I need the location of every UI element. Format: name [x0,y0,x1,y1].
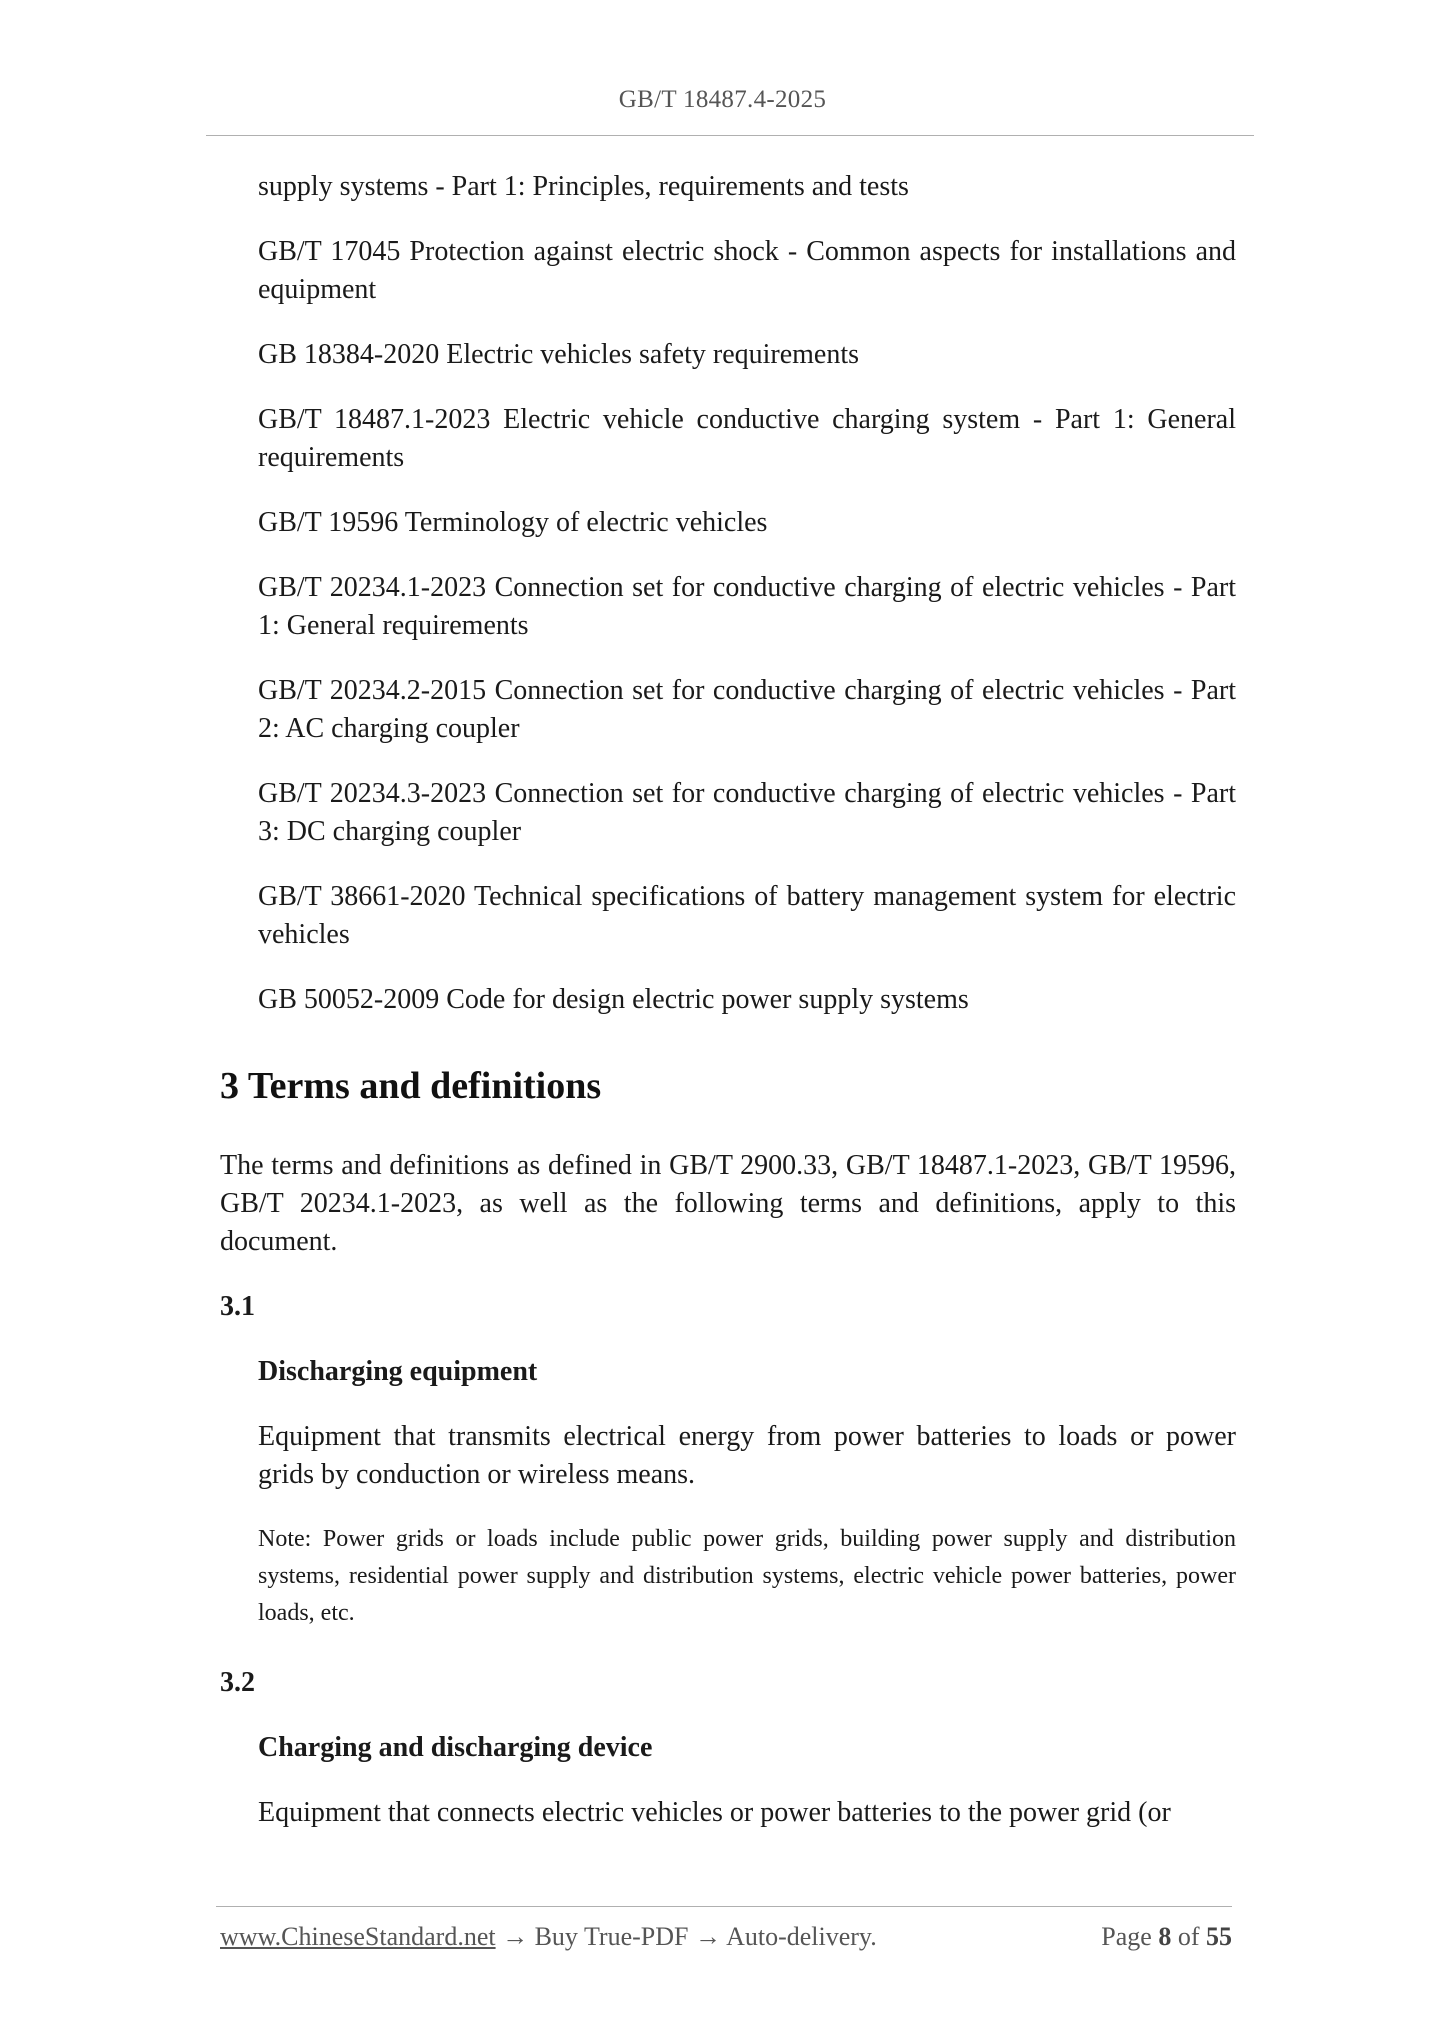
reference-item: GB 18384-2020 Electric vehicles safety requirements [258,339,860,370]
reference-item: GB 50052-2009 Code for design electric power supply systems [258,984,969,1015]
header-divider [206,135,1254,136]
website-link[interactable]: www.ChineseStandard.net [220,1922,496,1951]
reference-item: GB/T 18487.1-2023 Electric vehicle conductive charging system - Part 1: General requirements [258,404,1236,473]
page-current: 8 [1158,1922,1172,1951]
footer-divider [216,1906,1232,1907]
reference-item: GB/T 19596 Terminology of electric vehicles [258,507,768,538]
term-title: Charging and discharging device [258,1732,653,1763]
term-note: Note: Power grids or loads include public power grids, building power supply and distribution systems, residential power supply and distribution systems, electric vehicle power batteries, power loads, etc. [258,1526,1236,1626]
page-header-title: GB/T 18487.4-2025 [618,86,827,113]
page-label: Page [1101,1922,1152,1951]
reference-item: supply systems - Part 1: Principles, requirements and tests [258,171,909,202]
arrow-icon: → [495,1922,535,1951]
section-intro: The terms and definitions as defined in GB/T 2900.33, GB/T 18487.1-2023, GB/T 19596, GB/T 20234.1-2023, as well as the following terms and definitions, apply to this document. [220,1150,1236,1257]
reference-item: GB/T 20234.1-2023 Connection set for conductive charging of electric vehicles - Part 1: General requirements [258,572,1236,641]
arrow-icon: → [688,1922,727,1951]
reference-item: GB/T 20234.3-2023 Connection set for conductive charging of electric vehicles - Part 3: DC charging coupler [258,778,1236,847]
page-total: 55 [1206,1922,1232,1951]
term-title: Discharging equipment [258,1356,538,1387]
page-of: of [1177,1922,1200,1951]
clause-number: 3.2 [220,1667,255,1698]
term-definition: Equipment that connects electric vehicles or power batteries to the power grid (or [258,1797,1171,1828]
reference-item: GB/T 38661-2020 Technical specifications of battery management system for electric vehicles [258,881,1236,950]
footer-left [220,1922,877,1952]
buy-text: Buy True-PDF [534,1922,689,1951]
page-number [1101,1922,1232,1952]
page-content [220,168,1236,1859]
term-definition: Equipment that transmits electrical energy from power batteries to loads or power grids by conduction or wireless means. [258,1421,1236,1490]
reference-item: GB/T 17045 Protection against electric shock - Common aspects for installations and equipment [258,236,1236,305]
delivery-text: Auto-delivery. [726,1922,877,1951]
reference-item: GB/T 20234.2-2015 Connection set for conductive charging of electric vehicles - Part 2: AC charging coupler [258,675,1236,744]
section-heading: 3 Terms and definitions [220,1065,602,1107]
clause-number: 3.1 [220,1291,255,1322]
